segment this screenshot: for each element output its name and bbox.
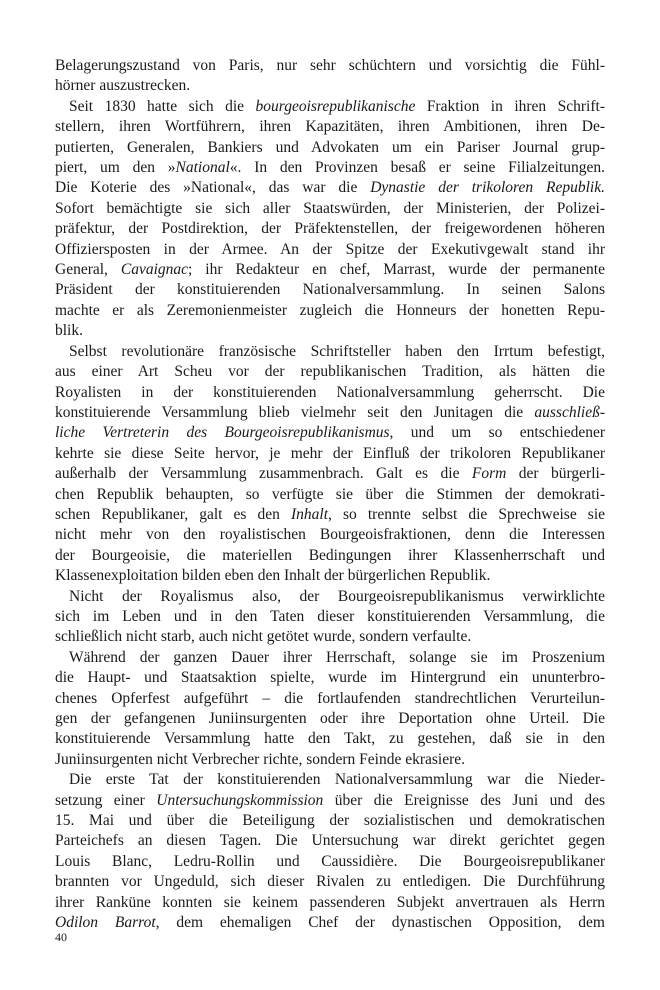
page-body [55, 56, 605, 933]
text-run: stellern, ihren Wortführern, ihren Kapazitäten, ihren Ambitionen, ihren De- [55, 118, 605, 136]
text-line [55, 791, 605, 811]
text-run: die Haupt- und Staatsaktion spielte, wurde im Hintergrund ein ununterbro- [55, 669, 605, 687]
italic-text: Inhalt [291, 505, 329, 523]
text-line [55, 770, 605, 790]
text-run: Louis Blanc, Ledru-Rollin und Caussidière. Die Bourgeoisrepublikaner [55, 852, 605, 870]
text-run: Belagerungszustand von Paris, nur sehr schüchtern und vorsichtig die Fühl- [55, 57, 605, 74]
text-line [55, 587, 605, 607]
italic-text: Odilon Barrot, [55, 914, 160, 932]
text-run: Während der ganzen Dauer ihrer Herrschaft, solange sie im Proszenium [69, 648, 605, 666]
text-line [55, 260, 605, 280]
italic-text: National [175, 159, 230, 177]
italic-text: ausschließ- [534, 403, 605, 421]
text-line [55, 301, 605, 321]
text-run: konstituierende Versammlung blieb vielmehr seit den Junitagen die [55, 403, 535, 421]
text-run: putierten, Generalen, Bankiers und Advokaten um ein Pariser Journal grup- [55, 138, 605, 156]
text-line [55, 321, 605, 341]
italic-text: Cavaignac [120, 261, 189, 279]
text-run: Die erste Tat der konstituierenden Nationalversammlung war die Nieder- [69, 771, 605, 789]
text-run: «. In den Provinzen besaß er seine Filialzeitungen. [229, 159, 605, 177]
text-run: sich im Leben und in den Taten dieser konstituierenden Versammlung, die [55, 607, 605, 625]
text-run: Präsident der konstituierenden Nationalversammlung. In seinen Salons [55, 281, 605, 299]
text-line [55, 56, 605, 76]
text-run: der bürgerli- [506, 465, 605, 483]
text-line [55, 505, 605, 525]
text-run: setzung einer [55, 791, 157, 809]
text-run: Die Koterie des »National«, das war die [55, 179, 371, 197]
text-line [55, 158, 605, 178]
text-run: der Bourgeoisie, die materiellen Bedingungen ihrer Klassenherrschaft und [55, 546, 605, 564]
text-run: brannten vor Ungeduld, sich dieser Rivalen zu entledigen. Die Durchführung [55, 873, 605, 891]
text-run: piert, um den » [55, 159, 176, 177]
text-run: chen Republik behaupten, so verfügte sie über die Stimmen der demokrati- [55, 485, 605, 503]
text-line [55, 750, 605, 770]
text-line [55, 464, 605, 484]
text-run: konstituierende Versammlung hatte den Takt, zu gestehen, daß sie in den [55, 730, 605, 748]
text-line [55, 729, 605, 749]
text-line [55, 444, 605, 464]
text-run: schen Republikaner, galt es den [55, 505, 291, 523]
text-run: ; ihr Redakteur en chef, Marrast, wurde der permanente [188, 261, 605, 279]
text-run: , und um so entschiedener [389, 424, 605, 442]
text-run: gen der gefangenen Juniinsurgenten oder ihre Deportation ohne Urteil. Die [55, 710, 605, 727]
text-run: dem ehemaligen Chef der dynastischen Opposition, dem [159, 914, 605, 932]
text-line [55, 709, 605, 729]
text-line [55, 219, 605, 239]
paragraph [55, 56, 605, 97]
paragraph [55, 342, 605, 587]
text-line [55, 872, 605, 892]
text-line [55, 240, 605, 260]
text-run: blik. [55, 322, 83, 340]
text-line [55, 423, 605, 443]
text-line [55, 280, 605, 300]
text-run: Sofort bemächtigte sie sich aller Staatswürden, der Ministerien, der Polizei- [55, 199, 605, 217]
text-line [55, 913, 605, 933]
text-run: General, [55, 261, 121, 279]
text-line [55, 525, 605, 545]
text-line [55, 893, 605, 913]
text-run: Klassenexploitation bilden eben den Inhalt der bürgerlichen Republik. [55, 567, 491, 585]
text-line [55, 403, 605, 423]
text-run: Selbst revolutionäre französische Schriftsteller haben den Irrtum befestigt, [69, 342, 605, 360]
text-run: chenes Opferfest aufgeführt – die fortlaufenden standrechtlichen Verurteilun- [55, 689, 605, 707]
text-run: Seit 1830 hatte sich die [69, 97, 256, 115]
text-run: Fraktion in ihren Schrift- [415, 97, 605, 115]
text-run: über die Ereignisse des Juni und des [323, 791, 605, 809]
text-line [55, 831, 605, 851]
text-line [55, 97, 605, 117]
text-run: Nicht der Royalismus also, der Bourgeoisrepublikanismus verwirklichte [69, 587, 605, 605]
italic-text: bourgeoisrepublikanische [255, 97, 416, 115]
text-line [55, 342, 605, 362]
text-line [55, 689, 605, 709]
text-run: 15. Mai und über die Beteiligung der sozialistischen und demokratischen [55, 812, 605, 830]
text-line [55, 383, 605, 403]
text-run: hörner auszustrecken. [55, 77, 191, 95]
text-line [55, 668, 605, 688]
text-line [55, 178, 605, 198]
text-run: schließlich nicht starb, auch nicht getötet wurde, sondern verfaulte. [55, 628, 472, 646]
text-run: außerhalb der Versammlung zusammenbrach. Galt es die [55, 465, 472, 483]
text-line [55, 485, 605, 505]
italic-text: liche Vertreterin des Bourgeoisrepublikanismus [55, 424, 390, 442]
text-line [55, 546, 605, 566]
text-line [55, 607, 605, 627]
text-run: nicht mehr von den royalistischen Bourgeoisfraktionen, denn die Interessen [55, 526, 605, 544]
text-line [55, 648, 605, 668]
text-line [55, 811, 605, 831]
text-line [55, 566, 605, 586]
text-run: Parteichefs an diesen Tagen. Die Untersuchung war direkt gerichtet gegen [55, 832, 605, 850]
text-line [55, 627, 605, 647]
text-run: ihrer Ranküne konnten sie keinem passenderen Subjekt anvertrauen als Herrn [55, 893, 605, 911]
paragraph [55, 97, 605, 342]
page-number: 40 [55, 930, 67, 944]
text-line [55, 852, 605, 872]
text-line [55, 117, 605, 137]
text-run: kehrte sie diese Seite hervor, je mehr der Einfluß der trikoloren Republikaner [55, 444, 605, 462]
text-run: aus einer Art Scheu vor der republikanischen Tradition, als hätten die [55, 363, 605, 381]
text-run: Juniinsurgenten nicht Verbrecher richte, sondern Feinde ekrasiere. [55, 750, 466, 768]
italic-text: Form [471, 465, 507, 483]
paragraph [55, 587, 605, 648]
text-run: machte er als Zeremonienmeister zugleich die Honneurs der honetten Repu- [55, 301, 605, 319]
text-run: Royalisten in der konstituierenden Nationalversammlung geherrscht. Die [55, 383, 605, 401]
italic-text: Untersuchungskommission [156, 791, 324, 809]
text-line [55, 76, 605, 96]
text-line [55, 362, 605, 382]
italic-text: Dynastie der trikoloren Republik. [370, 179, 605, 197]
text-line [55, 199, 605, 219]
text-run: , so trennte selbst die Sprechweise sie [328, 505, 606, 523]
paragraph [55, 770, 605, 933]
text-line [55, 138, 605, 158]
text-run: präfektur, der Postdirektion, der Präfektenstellen, der freigewordenen höheren [55, 220, 605, 238]
text-run: Offiziersposten in der Armee. An der Spitze der Exekutivgewalt stand ihr [55, 240, 605, 258]
paragraph [55, 648, 605, 770]
